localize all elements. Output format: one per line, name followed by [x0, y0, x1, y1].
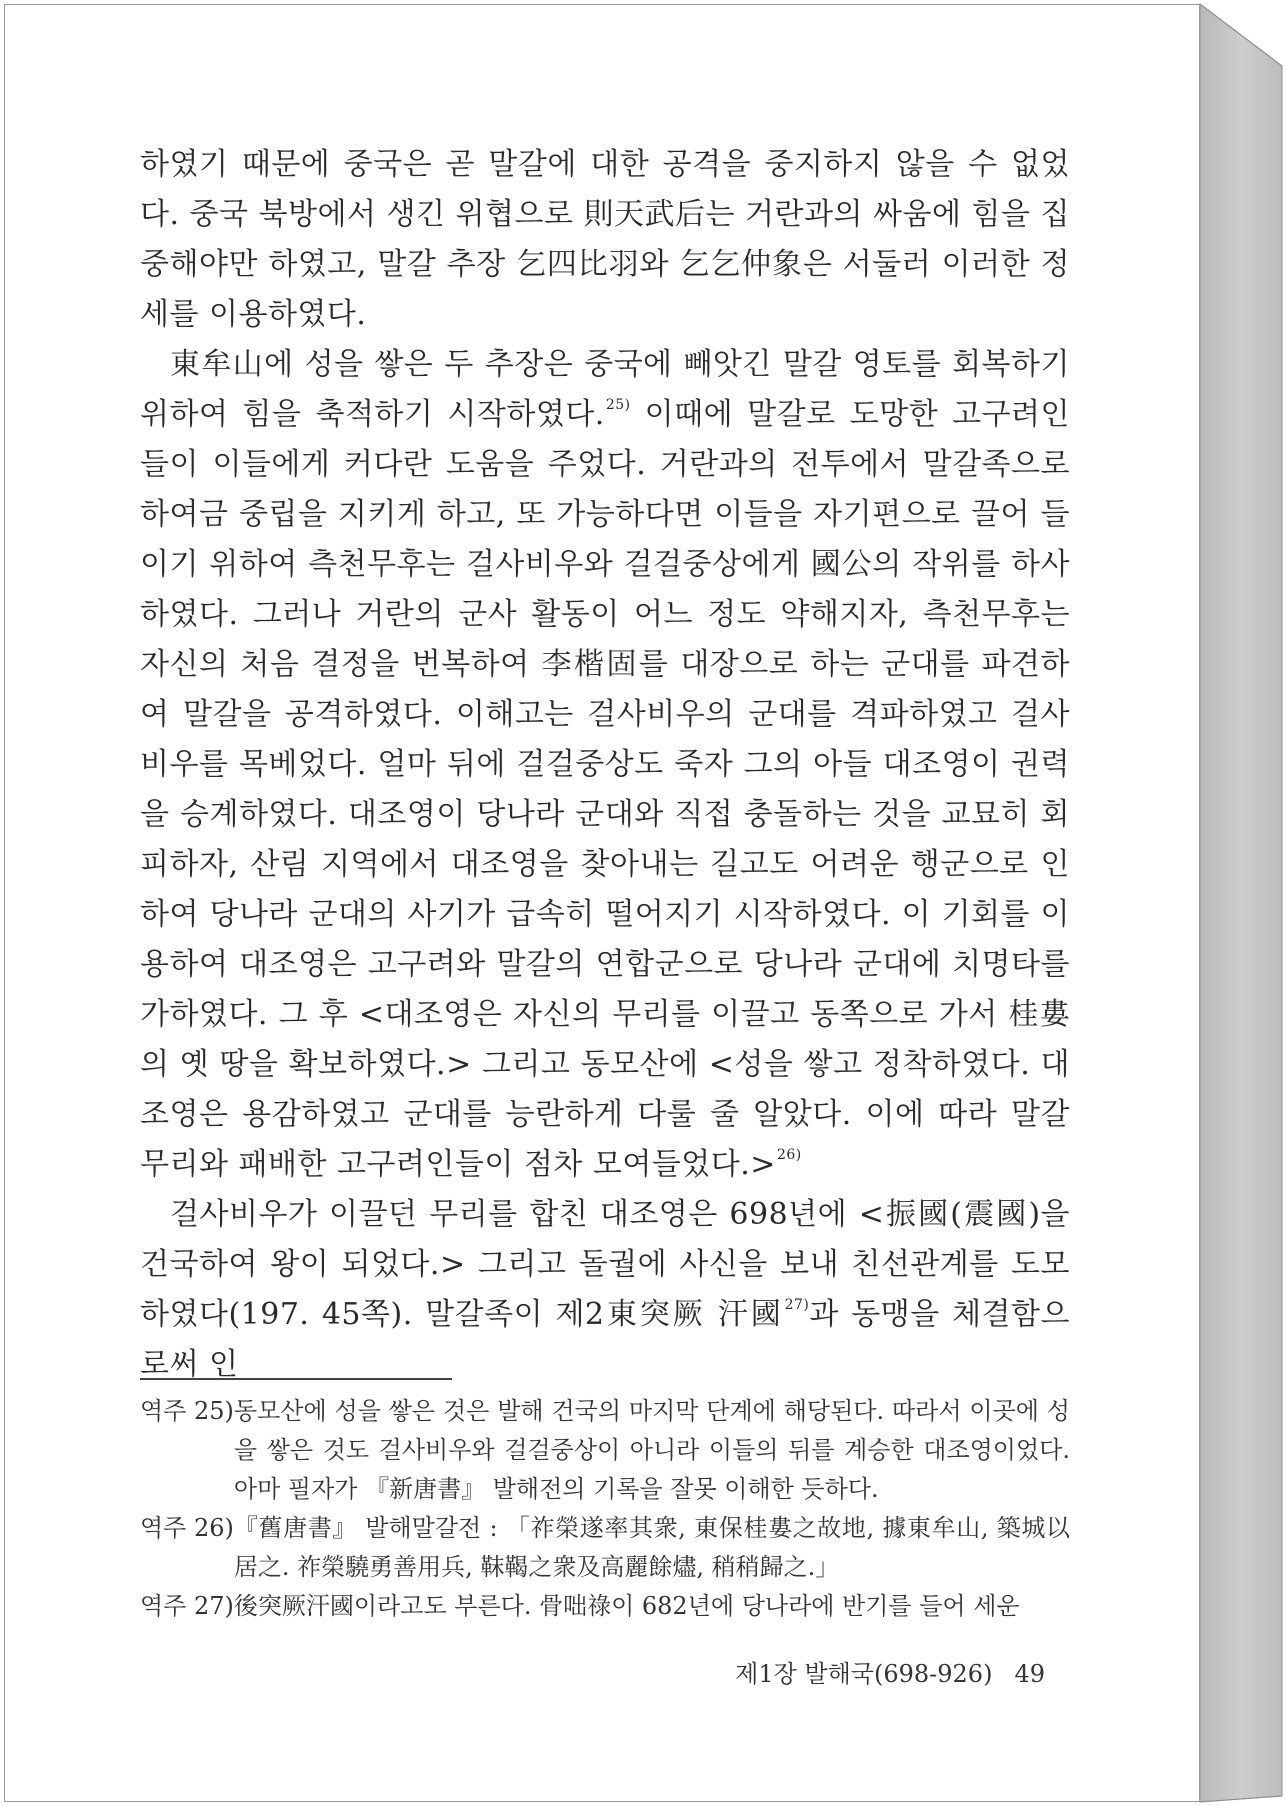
footnote-text: 동모산에 성을 쌓은 것은 발해 건국의 마지막 단계에 해당된다. 따라서 이곳에 성을 쌓은 것도 걸사비우와 걸걸중상이 아니라 이들의 뒤를 계승한 대조영이었다. 아마 필자가 『新唐書』 발해전의 기록을 잘못 이해한 듯하다.: [233, 1397, 1070, 1503]
page-stack-edge: [1200, 4, 1282, 1802]
footnote-ref-25[interactable]: 25): [605, 397, 631, 413]
footnote-label: 역주 26): [140, 1514, 234, 1542]
footnote-label: 역주 25): [140, 1397, 234, 1425]
footnotes: [140, 1392, 1070, 1626]
paragraph-3-tail: 과 동맹을 체결함으로써 인: [140, 1297, 1070, 1382]
paragraph-1: [140, 140, 1070, 340]
footnote-divider: [140, 1378, 452, 1380]
footnote-text: 後突厥汗國이라고도 부른다. 骨咄祿이 682년에 당나라에 반기를 들어 세운: [233, 1592, 1020, 1620]
running-footer: [735, 1654, 1045, 1689]
footnote-25: [140, 1392, 1070, 1509]
paragraph-2-text: 東牟山에 성을 쌓은 두 추장은 중국에 빼앗긴 말갈 영토를 회복하기 위하여 힘을 축적하기 시작하였다.: [140, 347, 1070, 432]
footnote-label: 역주 27): [140, 1592, 234, 1620]
footnote-27: [140, 1587, 1070, 1626]
paragraph-2-continuation: 이때에 말갈로 도망한 고구려인들이 이들에게 커다란 도움을 주었다. 거란과의 전투에서 말갈족으로 하여금 중립을 지키게 하고, 또 가능하다면 이들을 자기편으로 끌어 들이기 위하여 측천무후는 걸사비우와 걸걸중상에게 國公의 작위를 하사하였다. 그러나 거란의 군사 활동이 어느 정도 약해지자, 측천무후는 자신의 처음 결정을 번복하여 李楷固를 대장으로 하는 군대를 파견하여 말갈을 공격하였다. 이해고는 걸사비우의 군대를 격파하였고 걸사비우를 목베었다. 얼마 뒤에 걸걸중상도 죽자 그의 아들 대조영이 권력을 승계하였다. 대조영이 당나라 군대와 직접 충돌하는 것을 교묘히 회피하자, 산림 지역에서 대조영을 찾아내는 길고도 어려운 행군으로 인하여 당나라 군대의 사기가 급속히 떨어지기 시작하였다. 이 기회를 이용하여 대조영은 고구려와 말갈의 연합군으로 당나라 군대에 치명타를 가하였다. 그 후 <대조영은 자신의 무리를 이끌고 동쪽으로 가서 桂婁의 옛 땅을 확보하였다.> 그리고 동모산에 <성을 쌓고 정착하였다. 대조영은 용감하였고 군대를 능란하게 다룰 줄 알았다. 이에 따라 말갈 무리와 패배한 고구려인들이 점차 모여들었다.>: [140, 397, 1071, 1182]
page-number: 49: [1014, 1660, 1045, 1688]
paragraph-3-text: 걸사비우가 이끌던 무리를 합친 대조영은 698년에 <振國(震國)을 건국하여 왕이 되었다.> 그리고 돌궐에 사신을 보내 친선관계를 도모하였다(197. 45쪽). 말갈족이 제2東突厥 汗國: [140, 1197, 1070, 1332]
paragraph-3: [140, 1190, 1070, 1390]
body-text: [140, 140, 1070, 1390]
paragraph-1-text: 하였기 때문에 중국은 곧 말갈에 대한 공격을 중지하지 않을 수 없었다. 중국 북방에서 생긴 위협으로 則天武后는 거란과의 싸움에 힘을 집중해야만 하였고, 말갈 추장 乞四比羽와 乞乞仲象은 서둘러 이러한 정세를 이용하였다.: [140, 147, 1070, 332]
footnote-text: 『舊唐書』 발해말갈전 : 「祚榮遂率其衆, 東保桂婁之故地, 據東牟山, 築城以居之. 祚榮驍勇善用兵, 靺鞨之衆及高麗餘燼, 稍稍歸之.」: [233, 1514, 1070, 1581]
footnote-26: [140, 1509, 1070, 1587]
paragraph-2: [140, 340, 1070, 1190]
footnote-ref-26[interactable]: 26): [776, 1147, 802, 1163]
footnote-ref-27[interactable]: 27): [784, 1297, 810, 1313]
chapter-title: 제1장 발해국(698-926): [735, 1660, 993, 1688]
